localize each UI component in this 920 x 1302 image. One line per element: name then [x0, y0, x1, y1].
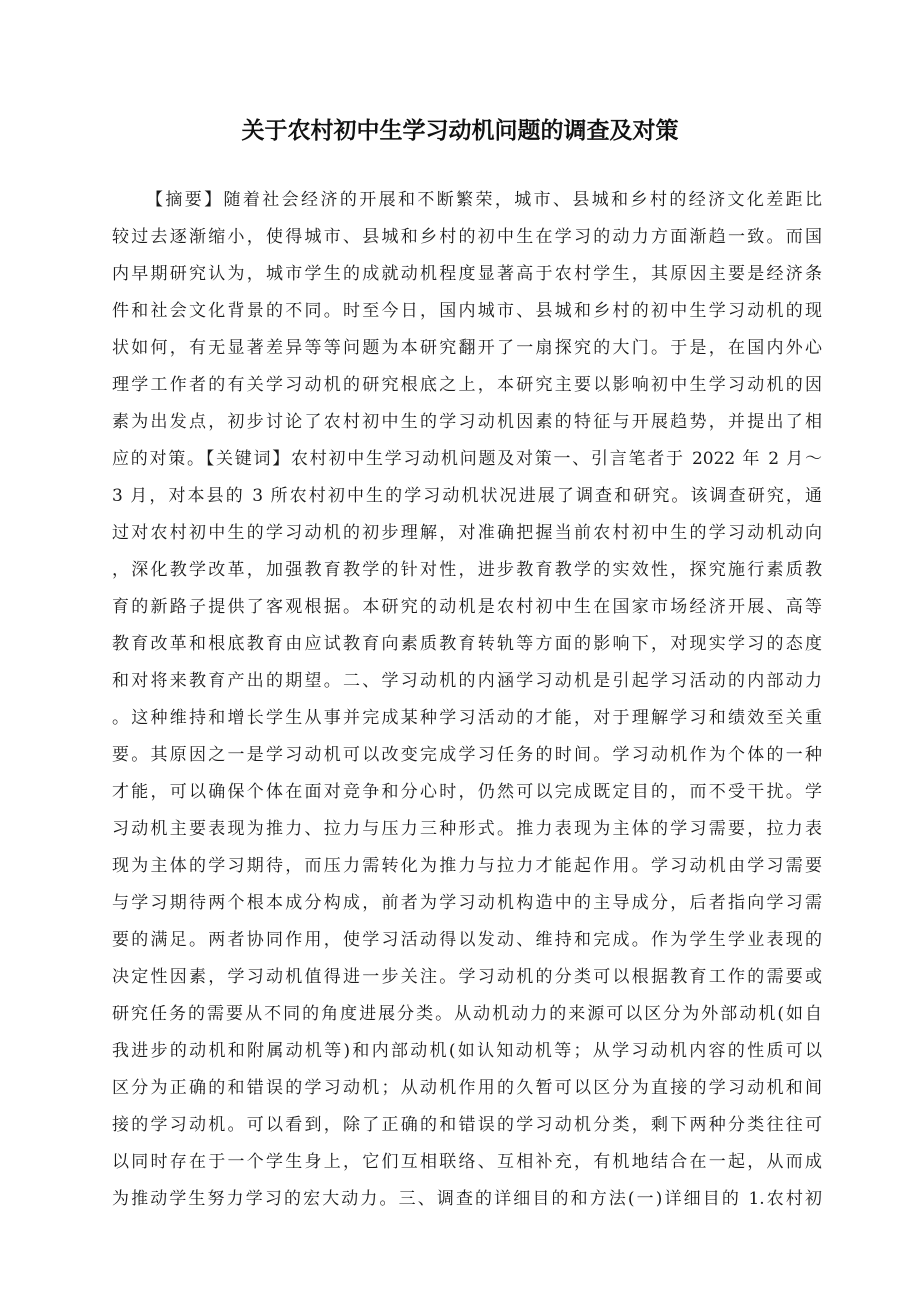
body-line: 现为主体的学习期待，而压力需转化为推力与拉力才能起作用。学习动机由学习需要: [112, 856, 822, 876]
body-line: 接的学习动机。可以看到，除了正确的和错误的学习动机分类，剩下两种分类往往可: [112, 1115, 822, 1135]
body-line: 为推动学生努力学习的宏大动力。三、调查的详细目的和方法(一)详细目的 1.农村初: [112, 1189, 822, 1209]
body-line: 过对农村初中生的学习动机的初步理解，对准确把握当前农村初中生的学习动机动向: [112, 523, 822, 543]
body-line: 与学习期待两个根本成分构成，前者为学习动机构造中的主导成分，后者指向学习需: [112, 893, 822, 913]
document-title: 关于农村初中生学习动机问题的调查及对策: [241, 117, 679, 144]
body-line: 决定性因素，学习动机值得进一步关注。学习动机的分类可以根据教育工作的需要或: [112, 967, 822, 987]
body-line: 习动机主要表现为推力、拉力与压力三种形式。推力表现为主体的学习需要，拉力表: [112, 819, 822, 839]
body-line: 我进步的动机和附属动机等)和内部动机(如认知动机等；从学习动机内容的性质可以: [112, 1041, 822, 1061]
body-line: 育的新路子提供了客观根据。本研究的动机是农村初中生在国家市场经济开展、高等: [112, 597, 822, 617]
body-line: 教育改革和根底教育由应试教育向素质教育转轨等方面的影响下，对现实学习的态度: [112, 634, 822, 654]
body-line: 素为出发点，初步讨论了农村初中生的学习动机因素的特征与开展趋势，并提出了相: [112, 412, 822, 432]
body-line: ，深化教学改革，加强教育教学的针对性，进步教育教学的实效性，探究施行素质教: [112, 560, 822, 580]
body-line: 区分为正确的和错误的学习动机；从动机作用的久暂可以区分为直接的学习动机和间: [112, 1078, 822, 1098]
body-line: 3 月，对本县的 3 所农村初中生的学习动机状况进展了调查和研究。该调查研究，通: [112, 486, 822, 506]
body-line: 【摘要】随着社会经济的开展和不断繁荣，城市、县城和乡村的经济文化差距比: [146, 190, 822, 210]
body-line: 和对将来教育产出的期望。二、学习动机的内涵学习动机是引起学习活动的内部动力: [112, 671, 822, 691]
body-line: 较过去逐渐缩小，使得城市、县城和乡村的初中生在学习的动力方面渐趋一致。而国: [112, 227, 822, 247]
body-line: 理学工作者的有关学习动机的研究根底之上，本研究主要以影响初中生学习动机的因: [112, 375, 822, 395]
body-line: 以同时存在于一个学生身上，它们互相联络、互相补充，有机地结合在一起，从而成: [112, 1152, 822, 1172]
document-body: [112, 182, 822, 1218]
body-line: 才能，可以确保个体在面对竞争和分心时，仍然可以完成既定目的，而不受干扰。学: [112, 782, 822, 802]
body-line: 件和社会文化背景的不同。时至今日，国内城市、县城和乡村的初中生学习动机的现: [112, 301, 822, 321]
body-line: 。这种维持和增长学生从事并完成某种学习活动的才能，对于理解学习和绩效至关重: [112, 708, 822, 728]
body-line: 要。其原因之一是学习动机可以改变完成学习任务的时间。学习动机作为个体的一种: [112, 745, 822, 765]
body-line: 应的对策。【关键词】农村初中生学习动机问题及对策一、引言笔者于 2022 年 2 月～: [112, 449, 822, 469]
body-line: 研究任务的需要从不同的角度进展分类。从动机动力的来源可以区分为外部动机(如自: [112, 1004, 822, 1024]
body-line: 状如何，有无显著差异等等问题为本研究翻开了一扇探究的大门。于是，在国内外心: [112, 338, 822, 358]
body-line: 内早期研究认为，城市学生的成就动机程度显著高于农村学生，其原因主要是经济条: [112, 264, 822, 284]
body-line: 要的满足。两者协同作用，使学习活动得以发动、维持和完成。作为学生学业表现的: [112, 930, 822, 950]
